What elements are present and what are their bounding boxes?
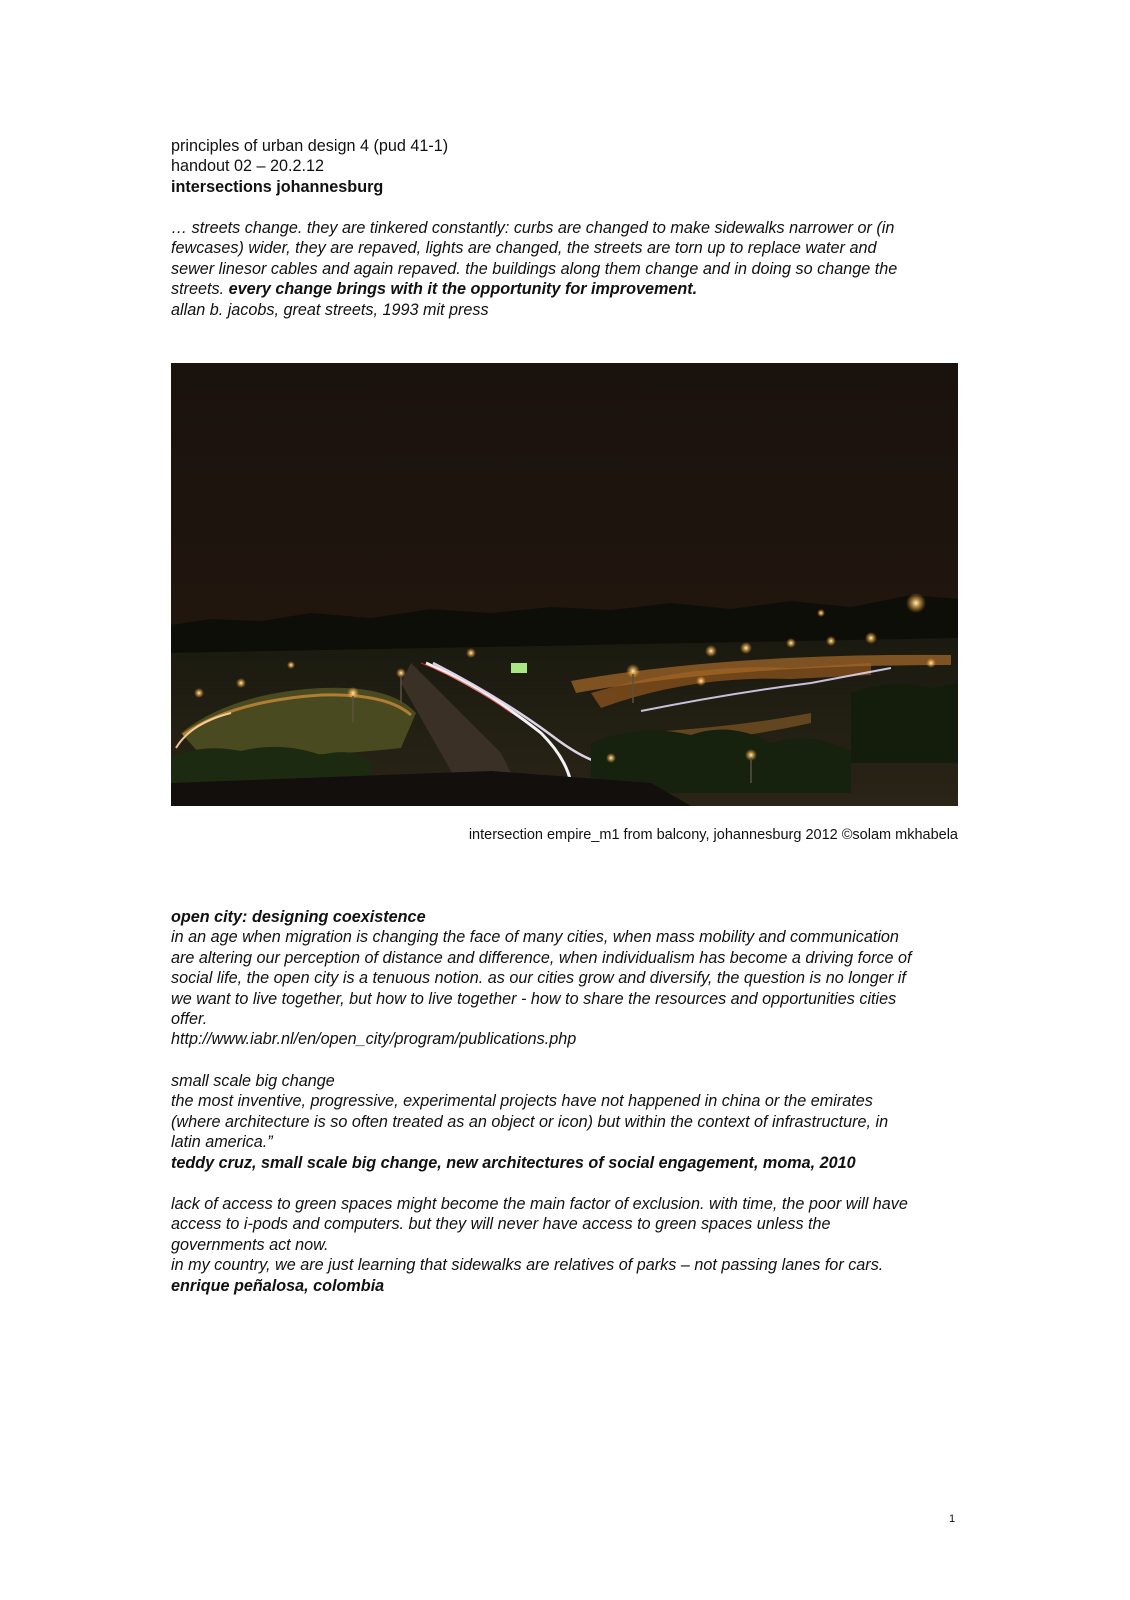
green-spaces-section <box>171 1194 971 1296</box>
section-title: open city: designing coexistence <box>171 908 426 926</box>
quote-line: … streets change. they are tinkered constantly: curbs are changed to make sidewalks narrower or (in <box>171 219 895 237</box>
section-attribution: teddy cruz, small scale big change, new architectures of social engagement, moma, 2010 <box>171 1153 856 1172</box>
section-line: governments act now. <box>171 1235 329 1254</box>
handout-number: handout 02 – 20.2.12 <box>171 157 325 176</box>
section-url: http://www.iabr.nl/en/open_city/program/publications.php <box>171 1030 577 1049</box>
section-line: offer. <box>171 1010 208 1029</box>
quote-emphasis: every change brings with it the opportunity for improvement. <box>228 280 698 299</box>
section-line: lack of access to green spaces might become the main factor of exclusion. with time, the poor will have <box>171 1195 908 1213</box>
course-title: principles of urban design 4 (pud 41-1) <box>171 137 449 155</box>
quote-line: sewer linesor cables and again repaved. the buildings along them change and in doing so change the <box>171 259 898 278</box>
quote-line-start: streets. <box>171 280 229 299</box>
section-line: are altering our perception of distance and difference, when individualism has become a driving force of <box>171 948 912 967</box>
open-city-section <box>171 907 971 1050</box>
quote-last-line <box>171 279 971 299</box>
section-line: the most inventive, progressive, experimental projects have not happened in china or the emirates <box>171 1092 873 1111</box>
page-number: 1 <box>949 1513 956 1525</box>
section-line: social life, the open city is a tenuous notion. as our cities grow and diversify, the question is no longer if <box>171 969 906 988</box>
quote-line: fewcases) wider, they are repaved, lights are changed, the streets are torn up to replace water and <box>171 239 877 258</box>
small-scale-section <box>171 1071 971 1173</box>
document-header <box>171 136 971 197</box>
photo-caption: intersection empire_m1 from balcony, johannesburg 2012 ©solam mkhabela <box>468 827 958 843</box>
section-line: we want to live together, but how to live together - how to share the resources and opportunities cities <box>171 989 897 1008</box>
jacobs-quote <box>171 218 971 320</box>
section-line: access to i-pods and computers. but they will never have access to green spaces unless the <box>171 1215 831 1234</box>
section-line: in an age when migration is changing the face of many cities, when mass mobility and communication <box>171 928 899 947</box>
section-line: in my country, we are just learning that sidewalks are relatives of parks – not passing lanes for cars. <box>171 1256 884 1275</box>
section-title: small scale big change <box>171 1072 335 1090</box>
quote-attribution: allan b. jacobs, great streets, 1993 mit press <box>171 300 489 319</box>
section-attribution: enrique peñalosa, colombia <box>171 1276 385 1295</box>
document-title: intersections johannesburg <box>171 177 384 196</box>
section-line: (where architecture is so often treated as an object or icon) but within the context of infrastructure, in <box>171 1112 889 1131</box>
night-intersection-photo <box>171 363 958 806</box>
section-line: latin america.” <box>171 1133 273 1152</box>
